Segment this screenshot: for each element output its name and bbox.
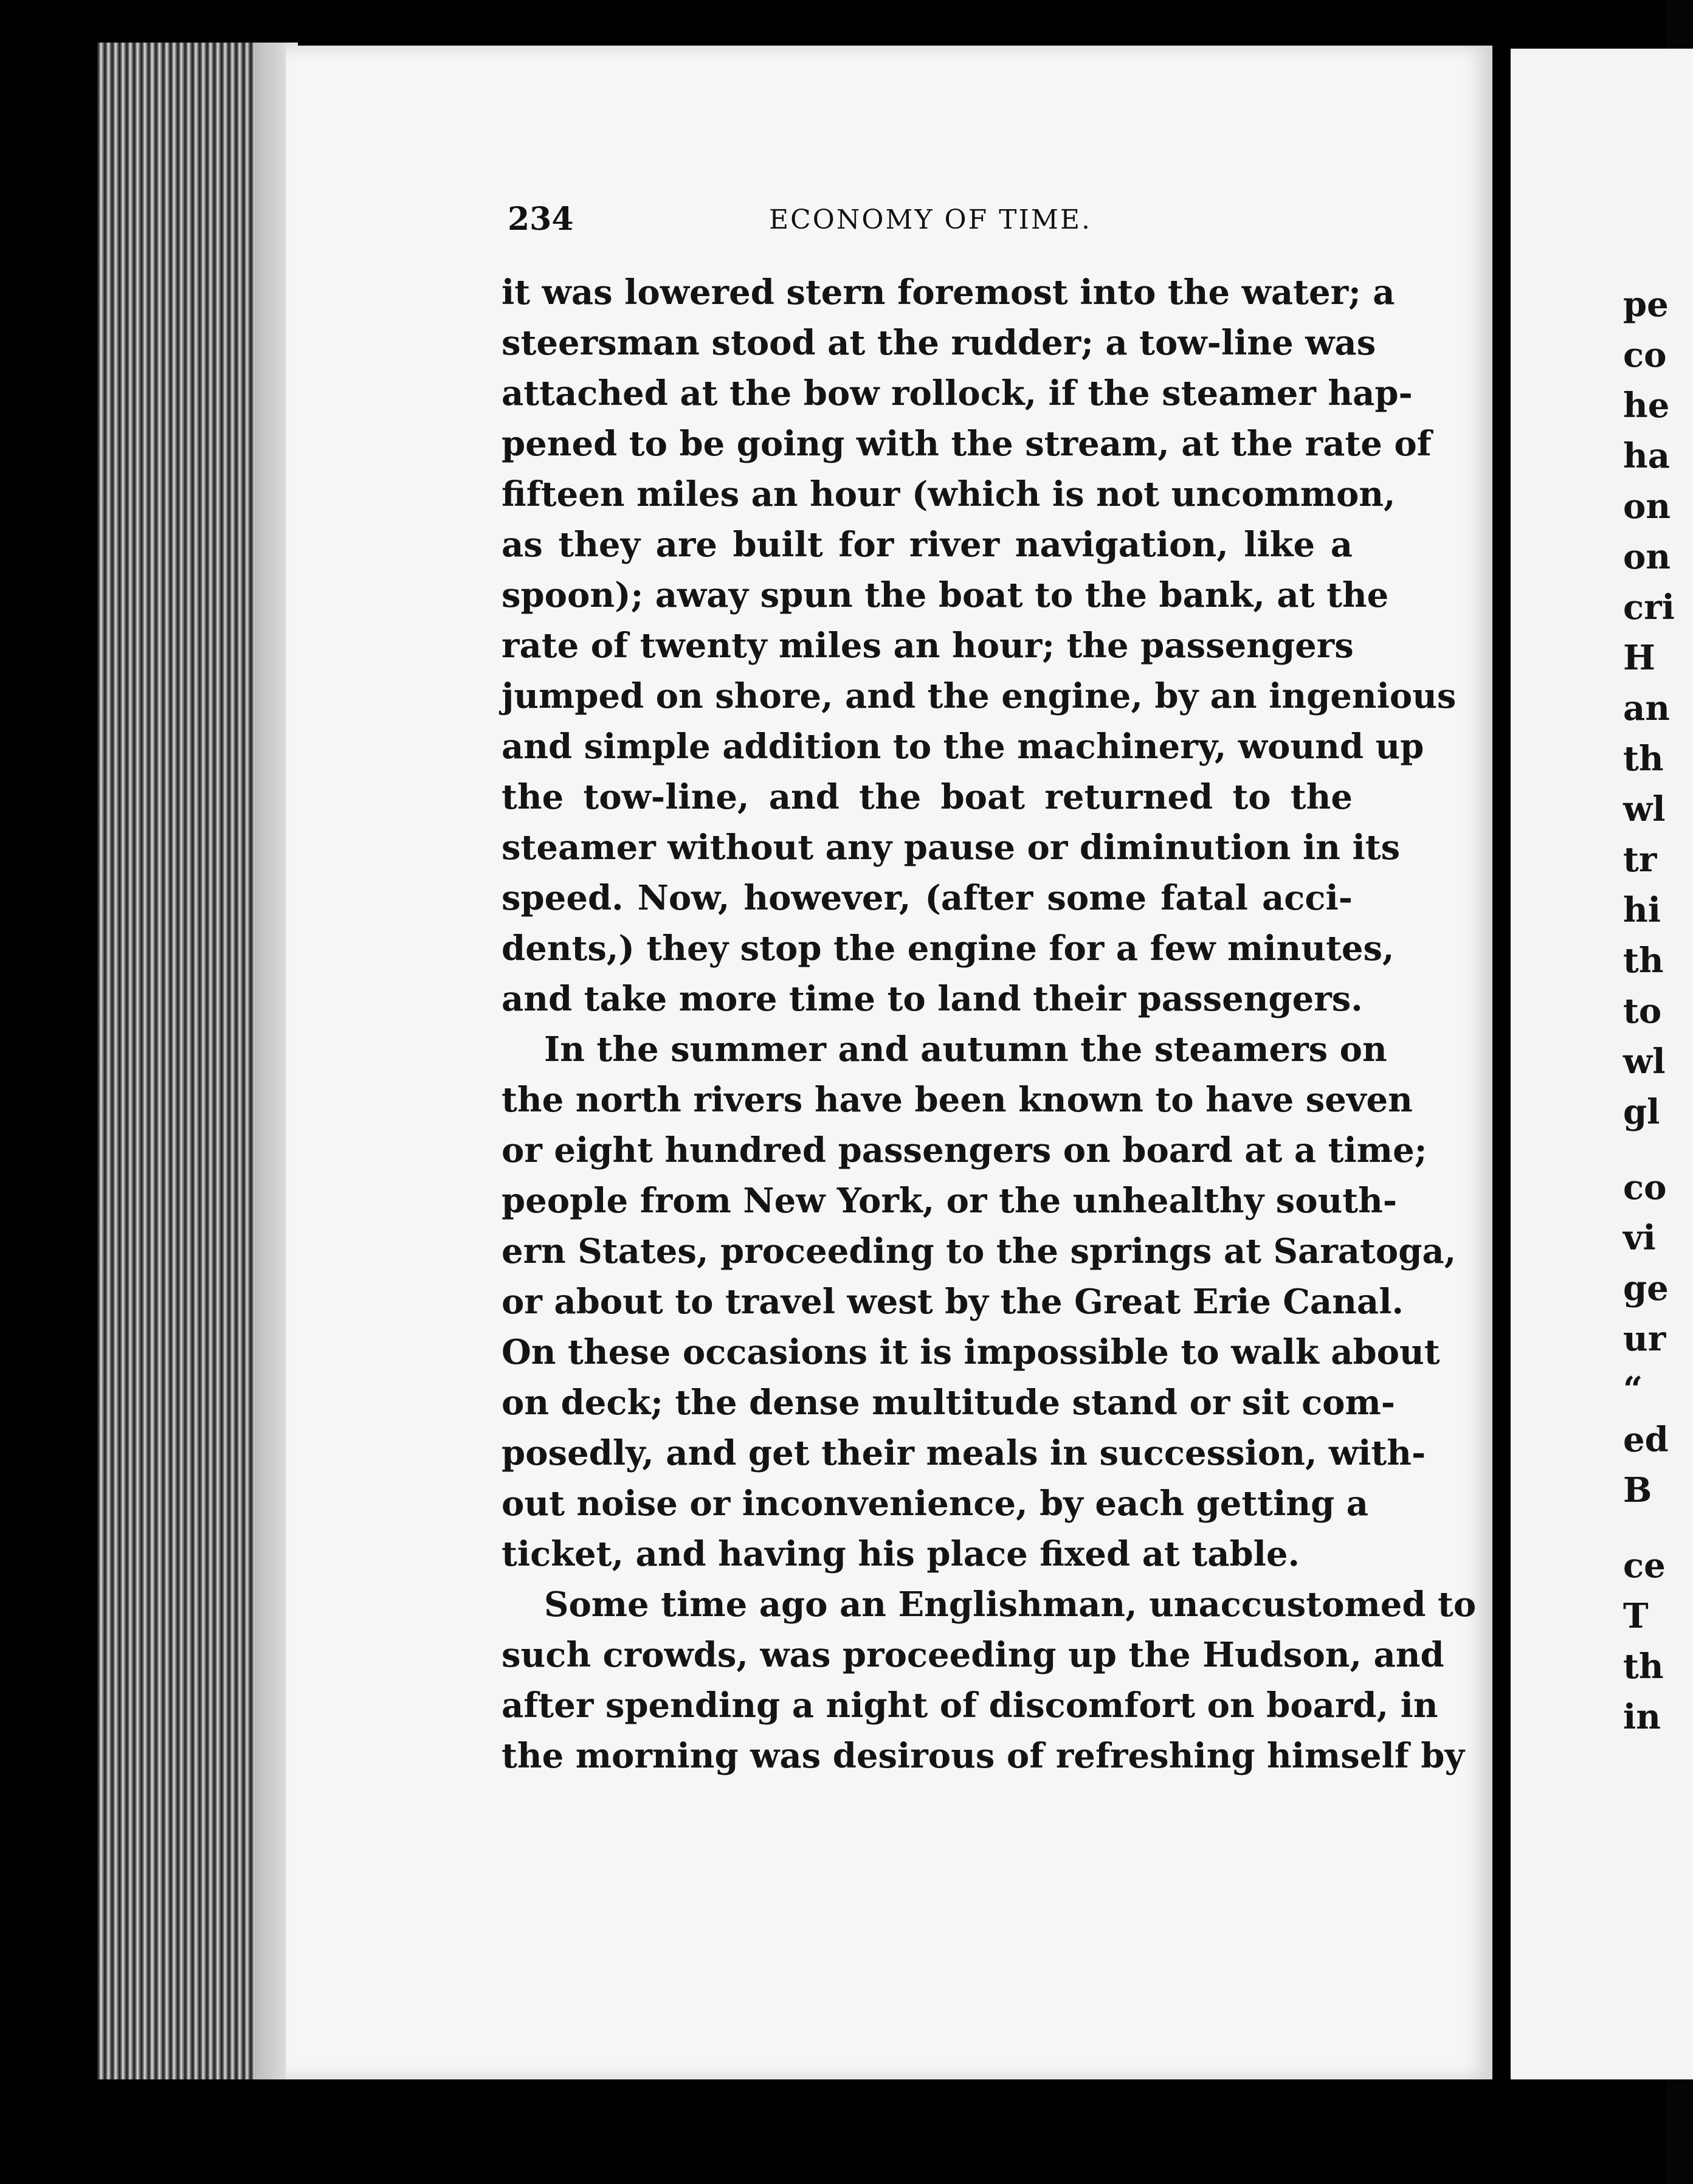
fragment-line: co <box>1623 335 1667 375</box>
text-line: steamer without any pause or diminution in its <box>502 828 1401 868</box>
text-line: posedly, and get their meals in succession, with- <box>502 1433 1426 1473</box>
text-line: pened to be going with the stream, at the rate of <box>502 424 1432 464</box>
fragment-line: to <box>1623 991 1662 1031</box>
fragment-line: tr <box>1623 840 1657 880</box>
fragment-line: co <box>1623 1167 1667 1208</box>
text-line: and take more time to land their passengers. <box>502 979 1363 1019</box>
fragment-line: hi <box>1623 890 1661 930</box>
page-header <box>508 201 1359 249</box>
fragment-line: ur <box>1623 1319 1666 1359</box>
text-line: such crowds, was proceeding up the Hudson, and <box>502 1635 1444 1675</box>
fragment-line: wl <box>1623 789 1666 829</box>
fragment-line: vi <box>1623 1218 1656 1258</box>
text-line: or about to travel west by the Great Erie Canal. <box>502 1282 1404 1322</box>
text-line: on deck; the dense multitude stand or sit com- <box>502 1383 1396 1423</box>
fragment-line: H <box>1623 638 1655 678</box>
text-line: dents,) they stop the engine for a few minutes, <box>502 928 1395 969</box>
running-head: ECONOMY OF TIME. <box>769 204 1092 235</box>
text-line: it was lowered stern foremost into the water; a <box>502 272 1395 313</box>
fragment-line: “ <box>1623 1369 1643 1409</box>
text-line: On these occasions it is impossible to walk about <box>502 1332 1440 1372</box>
text-line: ern States, proceeding to the springs at Saratoga, <box>502 1231 1457 1271</box>
text-line: as they are built for river navigation, like a <box>502 525 1353 565</box>
text-line: jumped on shore, and the engine, by an ingenious <box>502 676 1457 716</box>
fragment-line: ce <box>1623 1546 1666 1586</box>
text-line: ticket, and having his place fixed at table. <box>502 1534 1300 1574</box>
fragment-line: gl <box>1623 1092 1660 1132</box>
text-line: and simple addition to the machinery, wound up <box>502 727 1424 767</box>
text-line: the tow-line, and the boat returned to the <box>502 777 1353 817</box>
text-line: Some time ago an Englishman, unaccustomed to <box>544 1584 1477 1625</box>
text-line: In the summer and autumn the steamers on <box>544 1029 1387 1070</box>
text-line: the north rivers have been known to have seven <box>502 1080 1413 1120</box>
fragment-line: th <box>1623 941 1664 981</box>
fragment-line: th <box>1623 739 1664 779</box>
text-line: spoon); away spun the boat to the bank, at the <box>502 575 1389 615</box>
text-line: people from New York, or the unhealthy south- <box>502 1181 1398 1221</box>
text-line: steersman stood at the rudder; a tow-line was <box>502 323 1376 363</box>
fragment-line: B <box>1623 1470 1652 1510</box>
text-line: or eight hundred passengers on board at a time; <box>502 1130 1427 1170</box>
text-line: out noise or inconvenience, by each getting a <box>502 1484 1369 1524</box>
text-line: rate of twenty miles an hour; the passengers <box>502 626 1354 666</box>
fragment-line: ge <box>1623 1268 1669 1308</box>
fragment-line: T <box>1623 1596 1649 1636</box>
fragment-line: an <box>1623 688 1670 728</box>
body-text <box>502 268 1477 1781</box>
fragment-line: in <box>1623 1697 1661 1737</box>
fragment-line: he <box>1623 385 1670 426</box>
page-number: 234 <box>508 201 574 238</box>
fragment-line: on <box>1623 537 1671 577</box>
fragment-line: ed <box>1623 1420 1669 1460</box>
text-line: the morning was desirous of refreshing himself by <box>502 1736 1464 1776</box>
page-edges <box>97 43 298 2079</box>
fragment-line: cri <box>1623 587 1675 627</box>
text-line: attached at the bow rollock, if the steamer hap- <box>502 373 1413 413</box>
fragment-line: pe <box>1623 285 1669 325</box>
fragment-line: on <box>1623 486 1671 527</box>
text-line: fifteen miles an hour (which is not uncommon, <box>502 474 1396 514</box>
fragment-line: wl <box>1623 1042 1666 1082</box>
text-line: after spending a night of discomfort on board, in <box>502 1685 1438 1726</box>
book-gutter <box>1492 43 1511 2086</box>
fragment-line: th <box>1623 1647 1664 1687</box>
text-line: speed. Now, however, (after some fatal acci- <box>502 878 1353 918</box>
right-page-text-fragments <box>1623 280 1675 1743</box>
fragment-line: ha <box>1623 436 1670 476</box>
